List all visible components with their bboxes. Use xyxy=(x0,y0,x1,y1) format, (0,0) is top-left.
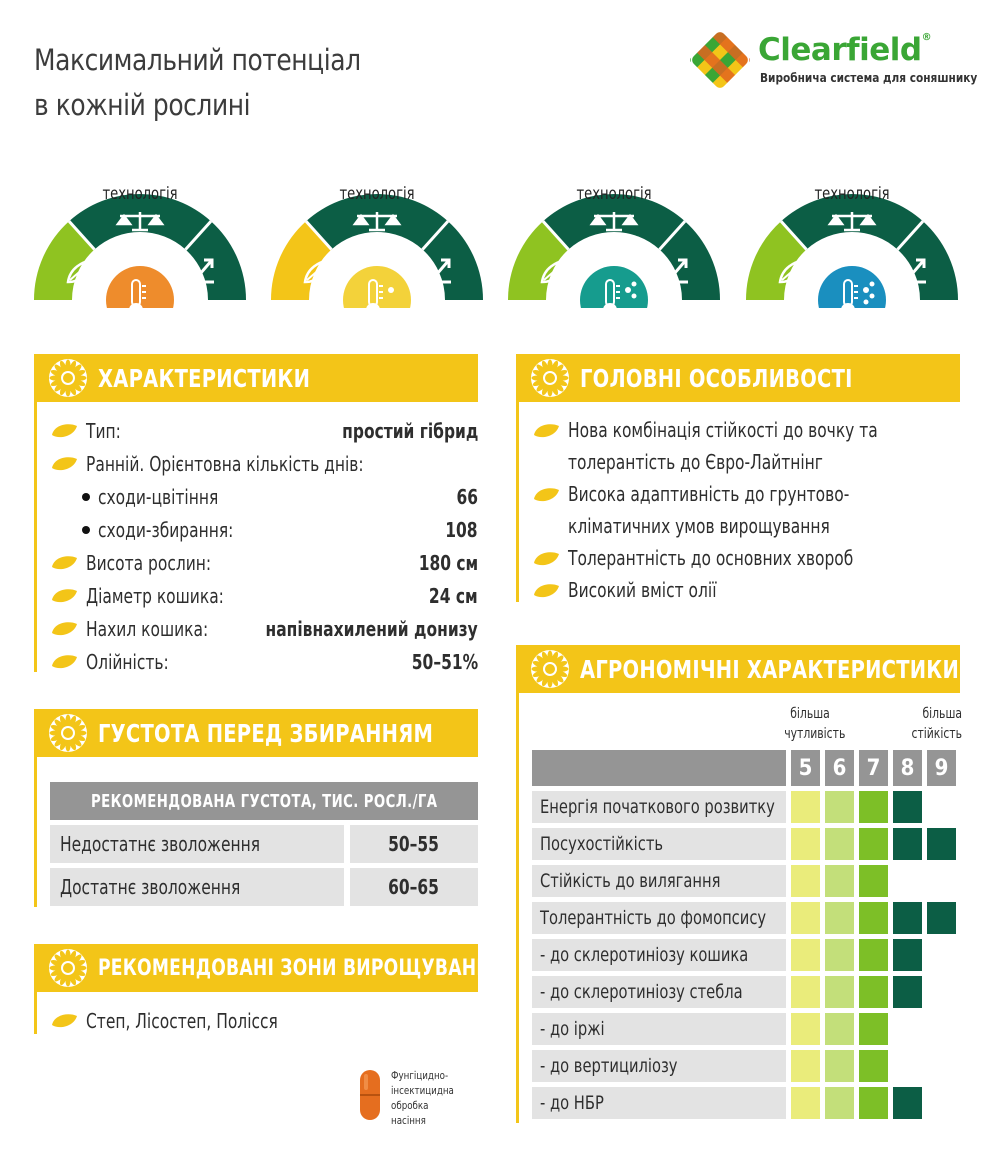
score-cell xyxy=(825,1013,854,1045)
agronomic-row xyxy=(532,939,962,971)
score-cell xyxy=(927,1050,956,1082)
characteristic-label: Ранній. Орієнтовна кількість днів: xyxy=(86,451,364,476)
scale-number: 9 xyxy=(927,750,956,786)
bullet-icon xyxy=(82,526,90,534)
gauge-graphic xyxy=(746,148,958,308)
score-cell xyxy=(791,1013,820,1045)
score-cell xyxy=(859,865,888,897)
technology-label: технологія xyxy=(814,184,890,204)
clearfield-logo: Clearfield® Виробнича система для соняшнику xyxy=(690,32,980,92)
technology-gauge xyxy=(746,148,958,308)
score-cell xyxy=(859,791,888,823)
scale-number: 8 xyxy=(893,750,922,786)
score-cell xyxy=(791,902,820,934)
page-title: Максимальний потенціал в кожній рослині xyxy=(34,43,361,122)
scale-number: 7 xyxy=(859,750,888,786)
score-cell xyxy=(927,939,956,971)
characteristic-value: простий гібрид xyxy=(341,418,478,443)
sunflower-seed-icon xyxy=(532,550,560,568)
clearfield-emblem-icon xyxy=(690,32,750,88)
score-cell xyxy=(825,865,854,897)
sunflower-icon xyxy=(530,649,570,689)
technology-label: технологія xyxy=(102,184,178,204)
score-cell xyxy=(893,1013,922,1045)
sunflower-icon xyxy=(530,358,570,398)
density-row xyxy=(50,825,478,863)
density-condition: Достатнє зволоження xyxy=(60,875,241,899)
sunflower-seed-icon xyxy=(50,653,78,671)
sunflower-seed-icon xyxy=(532,422,560,440)
score-cell xyxy=(825,902,854,934)
score-cell xyxy=(893,865,922,897)
score-cell xyxy=(791,939,820,971)
density-condition: Недостатнє зволоження xyxy=(60,832,261,856)
agronomic-row xyxy=(532,865,962,897)
feature-item: Нова комбінація стійкості до вочку та толерантість до Євро-Лайтнінг xyxy=(532,414,962,478)
feature-item: Висока адаптивність до грунтово- кліматичних умов вирощування xyxy=(532,478,962,542)
bullet-icon xyxy=(82,493,90,501)
characteristic-label: Діаметр кошика: xyxy=(86,583,224,608)
score-cell xyxy=(893,1050,922,1082)
agronomic-label: Енергія початкового розвитку xyxy=(540,796,775,818)
density-header: ГУСТОТА ПЕРЕД ЗБИРАННЯМ xyxy=(34,709,478,757)
features-list xyxy=(532,414,962,606)
seed-treatment-note: Фунгіцидно- інсектицидна обробка насіння xyxy=(358,1068,382,1126)
score-cell xyxy=(859,828,888,860)
score-cell xyxy=(893,939,922,971)
score-cell xyxy=(825,1087,854,1119)
sunflower-seed-icon xyxy=(532,486,560,504)
technology-gauge xyxy=(271,148,483,308)
agronomic-table xyxy=(532,750,962,1119)
score-cell xyxy=(791,1087,820,1119)
agronomic-label: - до вертициліозу xyxy=(540,1055,678,1077)
characteristic-row xyxy=(50,546,478,579)
score-cell xyxy=(859,1050,888,1082)
agronomic-row xyxy=(532,791,962,823)
score-cell xyxy=(825,1050,854,1082)
score-cell xyxy=(927,791,956,823)
score-cell xyxy=(927,828,956,860)
sunflower-icon xyxy=(48,948,88,988)
density-value: 60–65 xyxy=(388,875,440,899)
gauge-graphic xyxy=(271,148,483,308)
agronomic-label: - до НБР xyxy=(540,1092,604,1114)
score-cell xyxy=(927,1087,956,1119)
characteristics-header: ХАРАКТЕРИСТИКИ xyxy=(34,354,478,402)
density-table-header: РЕКОМЕНДОВАНА ГУСТОТА, ТИС. РОСЛ./ГА xyxy=(50,782,478,820)
agronomic-label: Стійкість до вилягання xyxy=(540,870,721,892)
score-cell xyxy=(893,902,922,934)
characteristic-row xyxy=(50,480,478,513)
characteristic-value: 50–51% xyxy=(411,649,478,674)
agronomic-label: - до склеротиніозу стебла xyxy=(540,981,743,1003)
score-cell xyxy=(791,828,820,860)
scale-number: 5 xyxy=(791,750,820,786)
feature-item: Толерантність до основних хвороб xyxy=(532,542,962,574)
characteristic-label: Висота рослин: xyxy=(86,550,212,575)
scale-number: 6 xyxy=(825,750,854,786)
agronomic-header: АГРОНОМІЧНІ ХАРАКТЕРИСТИКИ xyxy=(516,645,960,693)
technology-label: технологія xyxy=(339,184,415,204)
score-cell xyxy=(859,1013,888,1045)
characteristic-label: сходи-цвітіння xyxy=(98,484,219,509)
legend-sensitivity: більша чутливість xyxy=(784,706,846,742)
sunflower-seed-icon xyxy=(50,554,78,572)
agronomic-label: - до іржі xyxy=(540,1018,605,1040)
agronomic-row xyxy=(532,976,962,1008)
sunflower-seed-icon xyxy=(50,1012,78,1030)
characteristic-row xyxy=(50,513,478,546)
score-cell xyxy=(825,791,854,823)
agronomic-label: Толерантність до фомопсису xyxy=(540,907,767,929)
agronomic-row xyxy=(532,1013,962,1045)
score-cell xyxy=(927,902,956,934)
zones-header: РЕКОМЕНДОВАНІ ЗОНИ ВИРОЩУВАННЯ xyxy=(34,944,478,992)
agronomic-row xyxy=(532,828,962,860)
legend-resistance: більша стійкість xyxy=(911,706,962,742)
feature-item: Високий вміст олії xyxy=(532,574,962,606)
density-table xyxy=(50,782,478,906)
density-row xyxy=(50,868,478,906)
agronomic-row xyxy=(532,1087,962,1119)
score-cell xyxy=(927,1013,956,1045)
score-cell xyxy=(893,976,922,1008)
score-cell xyxy=(859,1087,888,1119)
score-cell xyxy=(825,976,854,1008)
characteristic-label: сходи-збирання: xyxy=(98,517,234,542)
score-cell xyxy=(791,865,820,897)
agronomic-label: Посухостійкість xyxy=(540,833,664,855)
technology-gauge xyxy=(508,148,720,308)
characteristics-list xyxy=(50,414,478,678)
sunflower-seed-icon xyxy=(532,582,560,600)
technology-gauge xyxy=(34,148,246,308)
agronomic-label: - до склеротиніозу кошика xyxy=(540,944,749,966)
score-cell xyxy=(859,976,888,1008)
characteristic-row xyxy=(50,612,478,645)
characteristic-value: напівнахилений донизу xyxy=(265,616,478,641)
sunflower-seed-icon xyxy=(50,587,78,605)
gauge-graphic xyxy=(34,148,246,308)
characteristic-label: Олійність: xyxy=(86,649,169,674)
characteristic-row xyxy=(50,579,478,612)
score-cell xyxy=(791,976,820,1008)
characteristic-label: Тип: xyxy=(86,418,121,443)
sunflower-seed-icon xyxy=(50,455,78,473)
score-cell xyxy=(893,791,922,823)
characteristic-value: 66 xyxy=(456,484,478,509)
scale-header xyxy=(532,750,962,786)
characteristic-row xyxy=(50,414,478,447)
score-cell xyxy=(927,865,956,897)
characteristic-value: 24 см xyxy=(429,583,478,608)
sunflower-seed-icon xyxy=(50,422,78,440)
technology-label: технологія xyxy=(576,184,652,204)
score-cell xyxy=(893,828,922,860)
agronomic-row xyxy=(532,1050,962,1082)
score-cell xyxy=(791,791,820,823)
score-cell xyxy=(825,939,854,971)
agronomic-row xyxy=(532,902,962,934)
characteristic-row xyxy=(50,447,478,480)
characteristic-label: Нахил кошика: xyxy=(86,616,209,641)
characteristic-value: 180 см xyxy=(418,550,478,575)
score-cell xyxy=(791,1050,820,1082)
sunflower-seed-icon xyxy=(50,620,78,638)
characteristic-row xyxy=(50,645,478,678)
score-cell xyxy=(859,939,888,971)
score-cell xyxy=(859,902,888,934)
sunflower-icon xyxy=(48,713,88,753)
characteristic-value: 108 xyxy=(445,517,478,542)
gauge-graphic xyxy=(508,148,720,308)
features-header: ГОЛОВНІ ОСОБЛИВОСТІ xyxy=(516,354,960,402)
sunflower-icon xyxy=(48,358,88,398)
density-value: 50–55 xyxy=(388,832,440,856)
score-cell xyxy=(825,828,854,860)
seed-capsule-icon xyxy=(358,1068,382,1122)
score-cell xyxy=(927,976,956,1008)
score-cell xyxy=(893,1087,922,1119)
zones-text: Степ, Лісостеп, Полісся xyxy=(50,1004,309,1037)
